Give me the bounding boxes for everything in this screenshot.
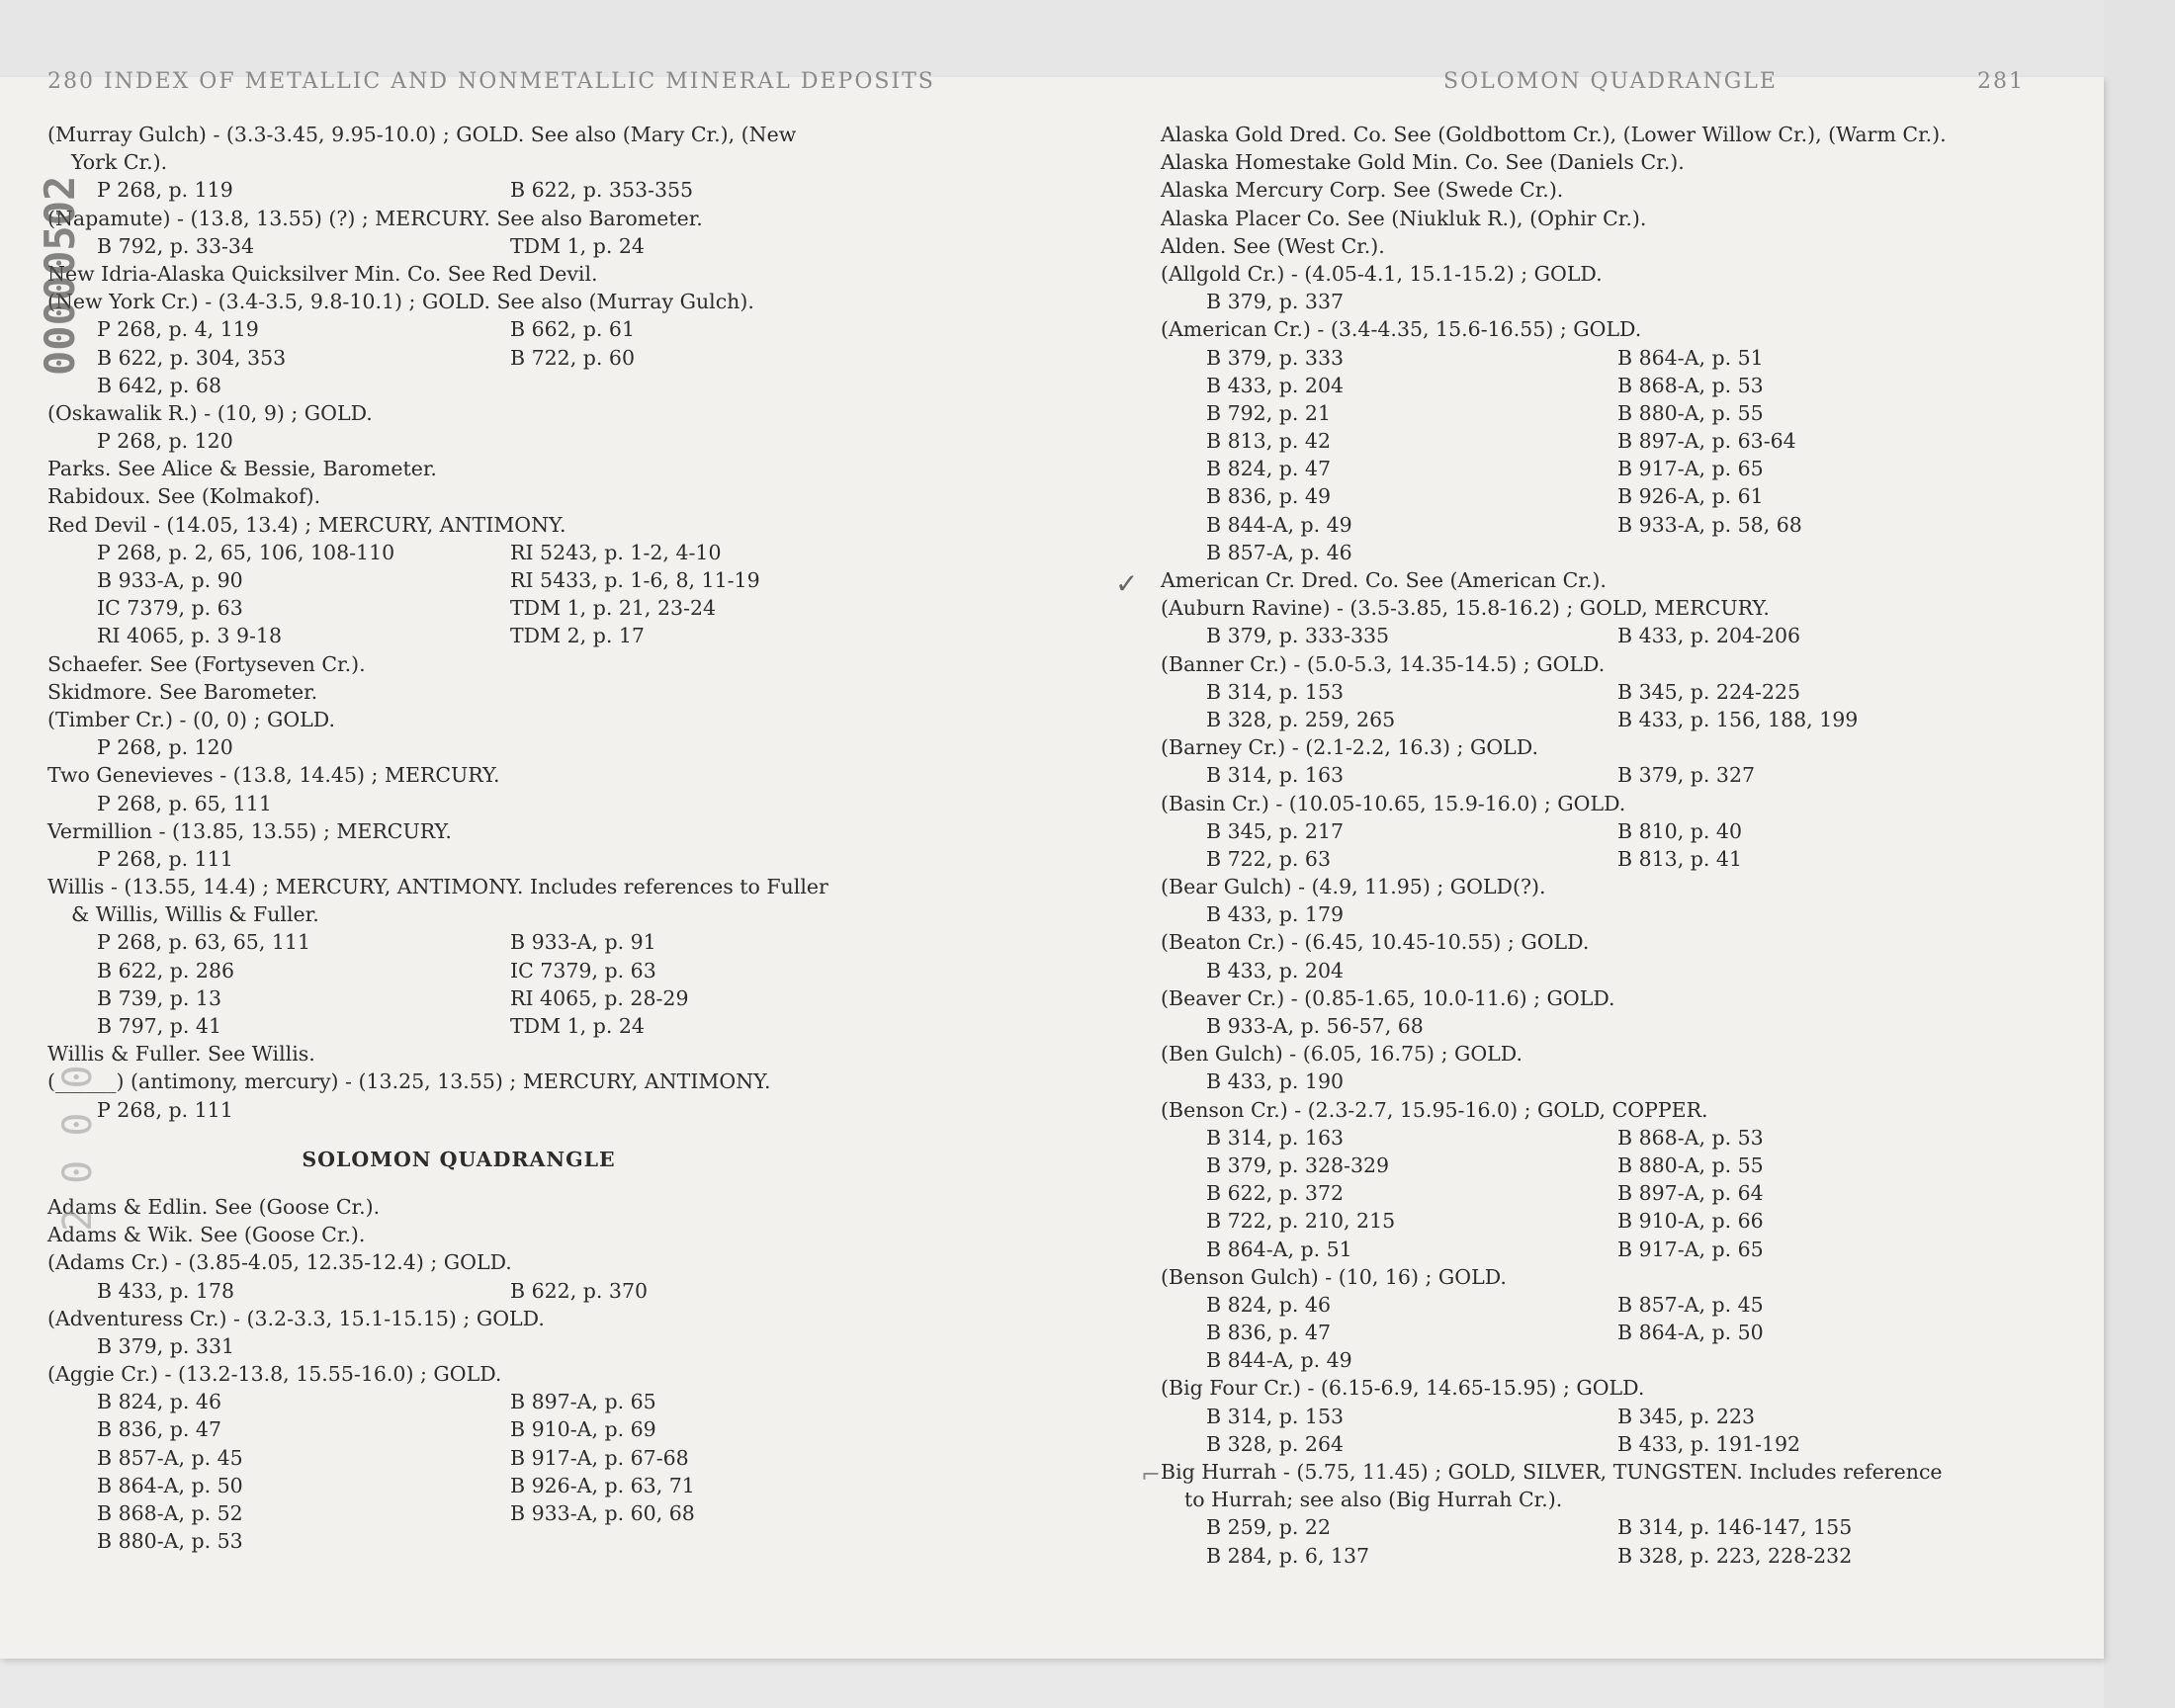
reference-right: B 662, p. 61 xyxy=(510,317,635,342)
reference-row xyxy=(47,984,987,1012)
index-entry: (Aggie Cr.) - (13.2-13.8, 15.55-16.0) ; GOLD. xyxy=(47,1362,502,1387)
reference-right: B 433, p. 156, 188, 199 xyxy=(1617,707,1859,731)
index-entry: (Basin Cr.) - (10.05-10.65, 15.9-16.0) ; GOLD. xyxy=(1161,791,1626,815)
reference-left: B 868-A, p. 52 xyxy=(97,1501,243,1525)
reference-row xyxy=(1161,344,2060,372)
index-entry: American Cr. Dred. Co. See (American Cr.). xyxy=(1161,568,1607,592)
reference-left: P 268, p. 111 xyxy=(97,846,233,871)
reference-row xyxy=(1161,372,2060,399)
reference-row xyxy=(47,315,987,343)
reference-left: B 622, p. 372 xyxy=(1206,1181,1345,1206)
reference-row xyxy=(47,1499,987,1527)
reference-row xyxy=(1161,482,2060,510)
reference-left: B 314, p. 163 xyxy=(1206,1125,1345,1150)
reference-right: B 433, p. 191-192 xyxy=(1617,1431,1801,1456)
index-entry: Alaska Placer Co. See (Niukluk R.), (Ophir Cr.). xyxy=(1161,206,1647,230)
reference-left: RI 4065, p. 3 9-18 xyxy=(97,624,283,648)
header-right: SOLOMON QUADRANGLE xyxy=(1443,69,1778,94)
index-entry: Big Hurrah - (5.75, 11.45) ; GOLD, SILVER, TUNGSTEN. Includes reference xyxy=(1161,1460,1943,1484)
reference-left: B 328, p. 259, 265 xyxy=(1206,707,1396,731)
reference-left: B 314, p. 163 xyxy=(1206,763,1345,788)
index-entry: Two Genevieves - (13.8, 14.45) ; MERCURY. xyxy=(47,763,500,788)
reference-left: B 844-A, p. 49 xyxy=(1206,1348,1352,1373)
index-entry: (Benson Cr.) - (2.3-2.7, 15.95-16.0) ; GOLD, COPPER. xyxy=(1161,1097,1708,1122)
reference-right: B 910-A, p. 66 xyxy=(1617,1209,1764,1234)
reference-left: B 328, p. 264 xyxy=(1206,1431,1345,1456)
reference-left: B 433, p. 190 xyxy=(1206,1069,1345,1094)
reference-left: B 379, p. 337 xyxy=(1206,290,1345,314)
index-entry: (Bear Gulch) - (4.9, 11.95) ; GOLD(?). xyxy=(1161,875,1546,899)
index-entry: Rabidoux. See (Kolmakof). xyxy=(47,484,321,509)
reference-left: B 379, p. 333 xyxy=(1206,345,1345,370)
index-entry: Alden. See (West Cr.). xyxy=(1161,233,1385,258)
reference-row xyxy=(47,1472,987,1499)
reference-left: P 268, p. 4, 119 xyxy=(97,317,259,342)
reference-left: P 268, p. 65, 111 xyxy=(97,791,272,815)
reference-left: B 722, p. 210, 215 xyxy=(1206,1209,1396,1234)
reference-row xyxy=(1161,1542,2060,1570)
reference-row xyxy=(1161,622,2060,649)
reference-right: B 379, p. 327 xyxy=(1617,763,1756,788)
reference-row xyxy=(47,845,987,873)
reference-row xyxy=(1161,1319,2060,1346)
reference-right: B 933-A, p. 91 xyxy=(510,930,656,955)
reference-left: B 933-A, p. 90 xyxy=(97,568,243,592)
reference-row xyxy=(47,1332,987,1360)
reference-row xyxy=(47,539,987,566)
reference-right: B 868-A, p. 53 xyxy=(1617,373,1764,397)
reference-right: RI 5433, p. 1-6, 8, 11-19 xyxy=(510,568,760,592)
entry-continuation: & Willis, Willis & Fuller. xyxy=(71,902,319,927)
index-entry: Adams & Wik. See (Goose Cr.). xyxy=(47,1223,366,1247)
reference-right: B 433, p. 204-206 xyxy=(1617,624,1801,648)
reference-right: B 622, p. 370 xyxy=(510,1278,649,1303)
reference-row xyxy=(1161,539,2060,566)
reference-row xyxy=(1161,1430,2060,1458)
reference-left: B 314, p. 153 xyxy=(1206,679,1345,704)
reference-right: B 328, p. 223, 228-232 xyxy=(1617,1543,1853,1568)
reference-left: B 433, p. 179 xyxy=(1206,902,1345,927)
reference-right: B 857-A, p. 45 xyxy=(1617,1292,1764,1317)
reference-row xyxy=(1161,678,2060,706)
reference-row xyxy=(1161,1012,2060,1040)
index-entry: Adams & Edlin. See (Goose Cr.). xyxy=(47,1194,381,1219)
reference-row xyxy=(47,928,987,956)
reference-left: B 813, p. 42 xyxy=(1206,429,1331,454)
reference-left: P 268, p. 120 xyxy=(97,735,233,760)
reference-row xyxy=(1161,817,2060,845)
pencil-mark-icon: ⌐ xyxy=(1141,1461,1162,1489)
left-column xyxy=(47,121,987,1555)
reference-left: B 824, p. 47 xyxy=(1206,457,1331,481)
reference-row xyxy=(47,733,987,761)
reference-right: B 880-A, p. 55 xyxy=(1617,1153,1764,1177)
reference-right: TDM 1, p. 24 xyxy=(510,1014,645,1038)
reference-row xyxy=(1161,511,2060,539)
reference-right: B 917-A, p. 65 xyxy=(1617,457,1764,481)
reference-row xyxy=(47,176,987,204)
reference-row xyxy=(1161,1152,2060,1179)
reference-left: B 345, p. 217 xyxy=(1206,818,1345,843)
reference-right: B 868-A, p. 53 xyxy=(1617,1125,1764,1150)
reference-left: B 880-A, p. 53 xyxy=(97,1529,243,1554)
reference-left: P 268, p. 63, 65, 111 xyxy=(97,930,310,955)
reference-right: TDM 2, p. 17 xyxy=(510,624,645,648)
reference-row xyxy=(1161,288,2060,315)
index-entry: (Big Four Cr.) - (6.15-6.9, 14.65-15.95) ; GOLD. xyxy=(1161,1376,1645,1401)
reference-row xyxy=(1161,706,2060,733)
reference-right: B 897-A, p. 64 xyxy=(1617,1181,1764,1206)
reference-right: B 722, p. 60 xyxy=(510,345,635,370)
reference-row xyxy=(47,1096,987,1124)
reference-left: B 792, p. 33-34 xyxy=(97,233,254,258)
reference-right: B 864-A, p. 50 xyxy=(1617,1321,1764,1345)
reference-left: B 792, p. 21 xyxy=(1206,400,1331,425)
index-entry: Willis & Fuller. See Willis. xyxy=(47,1042,315,1067)
reference-row xyxy=(1161,427,2060,455)
reference-row xyxy=(1161,761,2060,789)
reference-row xyxy=(47,957,987,984)
reference-left: B 379, p. 333-335 xyxy=(1206,624,1390,648)
reference-row xyxy=(47,622,987,649)
reference-right: B 897-A, p. 63-64 xyxy=(1617,429,1796,454)
reference-right: B 933-A, p. 58, 68 xyxy=(1617,512,1802,537)
reference-left: B 857-A, p. 46 xyxy=(1206,540,1352,564)
section-heading: SOLOMON QUADRANGLE xyxy=(302,1147,616,1171)
reference-row xyxy=(1161,1236,2060,1263)
reference-right: RI 5243, p. 1-2, 4-10 xyxy=(510,540,722,564)
reference-left: P 268, p. 120 xyxy=(97,429,233,454)
margin-stamp: 2 0 0 0 xyxy=(55,1065,101,1232)
reference-row xyxy=(47,372,987,399)
index-entry: (Ben Gulch) - (6.05, 16.75) ; GOLD. xyxy=(1161,1042,1523,1067)
index-entry: (Beaton Cr.) - (6.45, 10.45-10.55) ; GOLD. xyxy=(1161,930,1590,955)
catalog-stamp: 00000502 xyxy=(36,175,84,376)
reference-row xyxy=(47,1444,987,1472)
reference-left: B 836, p. 49 xyxy=(1206,484,1331,509)
index-entry: Alaska Mercury Corp. See (Swede Cr.). xyxy=(1161,178,1564,203)
index-entry: (Banner Cr.) - (5.0-5.3, 14.35-14.5) ; GOLD. xyxy=(1161,651,1606,676)
index-entry: (Beaver Cr.) - (0.85-1.65, 10.0-11.6) ; GOLD. xyxy=(1161,985,1615,1010)
reference-left: B 824, p. 46 xyxy=(1206,1292,1331,1317)
scan-right-edge xyxy=(2104,0,2175,1708)
index-entry: (Oskawalik R.) - (10, 9) ; GOLD. xyxy=(47,400,373,425)
reference-left: B 622, p. 304, 353 xyxy=(97,345,287,370)
reference-left: B 379, p. 331 xyxy=(97,1333,235,1358)
reference-right: B 910-A, p. 69 xyxy=(510,1417,656,1442)
reference-left: B 433, p. 178 xyxy=(97,1278,235,1303)
index-entry: (Timber Cr.) - (0, 0) ; GOLD. xyxy=(47,707,336,731)
reference-right: B 926-A, p. 61 xyxy=(1617,484,1764,509)
reference-row xyxy=(1161,1403,2060,1430)
header-right-page-number: 281 xyxy=(1977,69,2025,94)
reference-right: IC 7379, p. 63 xyxy=(510,958,656,982)
reference-right: B 864-A, p. 51 xyxy=(1617,345,1764,370)
reference-left: B 836, p. 47 xyxy=(1206,1321,1331,1345)
reference-right: B 917-A, p. 67-68 xyxy=(510,1445,689,1470)
reference-row xyxy=(47,1415,987,1443)
reference-left: B 864-A, p. 51 xyxy=(1206,1237,1352,1261)
reference-right: TDM 1, p. 21, 23-24 xyxy=(510,596,717,621)
reference-right: B 345, p. 223 xyxy=(1617,1404,1756,1428)
reference-row xyxy=(1161,1179,2060,1207)
entry-continuation: York Cr.). xyxy=(71,150,168,175)
index-entry: Alaska Gold Dred. Co. See (Goldbottom Cr.), (Lower Willow Cr.), (Warm Cr.). xyxy=(1161,123,1947,146)
reference-row xyxy=(1161,1291,2060,1319)
index-entry: Alaska Homestake Gold Min. Co. See (Daniels Cr.). xyxy=(1161,150,1685,175)
reference-right: TDM 1, p. 24 xyxy=(510,233,645,258)
check-mark-icon: ✓ xyxy=(1115,567,1139,600)
reference-row xyxy=(1161,1207,2060,1235)
index-entry: (New York Cr.) - (3.4-3.5, 9.8-10.1) ; GOLD. See also (Murray Gulch). xyxy=(47,290,754,314)
reference-row xyxy=(1161,1513,2060,1541)
right-column xyxy=(1161,121,2060,1570)
reference-row xyxy=(1161,399,2060,427)
reference-left: B 379, p. 328-329 xyxy=(1206,1153,1390,1177)
reference-left: B 433, p. 204 xyxy=(1206,373,1345,397)
reference-left: B 836, p. 47 xyxy=(97,1417,221,1442)
header-left: 280 INDEX OF METALLIC AND NONMETALLIC MINERAL DEPOSITS xyxy=(47,69,935,94)
reference-left: B 933-A, p. 56-57, 68 xyxy=(1206,1014,1424,1038)
reference-row xyxy=(1161,900,2060,928)
index-entry: Vermillion - (13.85, 13.55) ; MERCURY. xyxy=(47,818,452,843)
reference-left: B 797, p. 41 xyxy=(97,1014,221,1038)
reference-left: B 433, p. 204 xyxy=(1206,958,1345,982)
reference-left: B 622, p. 286 xyxy=(97,958,235,982)
reference-row xyxy=(47,344,987,372)
reference-left: B 259, p. 22 xyxy=(1206,1515,1331,1540)
reference-row xyxy=(47,1388,987,1415)
reference-row xyxy=(47,1277,987,1305)
reference-row xyxy=(1161,1124,2060,1152)
reference-left: B 314, p. 153 xyxy=(1206,1404,1345,1428)
reference-right: B 813, p. 41 xyxy=(1617,846,1742,871)
reference-left: B 824, p. 46 xyxy=(97,1390,221,1414)
reference-left: P 268, p. 2, 65, 106, 108-110 xyxy=(97,540,395,564)
reference-row xyxy=(47,1527,987,1555)
reference-row xyxy=(1161,1068,2060,1095)
index-entry: (Adventuress Cr.) - (3.2-3.3, 15.1-15.15) ; GOLD. xyxy=(47,1306,545,1330)
index-entry: (Murray Gulch) - (3.3-3.45, 9.95-10.0) ; GOLD. See also (Mary Cr.), (New xyxy=(47,123,797,146)
index-entry: Willis - (13.55, 14.4) ; MERCURY, ANTIMONY. Includes references to Fuller xyxy=(47,875,828,899)
reference-left: P 268, p. 111 xyxy=(97,1097,233,1122)
entry-continuation: to Hurrah; see also (Big Hurrah Cr.). xyxy=(1184,1488,1563,1512)
reference-row xyxy=(1161,455,2060,482)
index-entry: New Idria-Alaska Quicksilver Min. Co. See Red Devil. xyxy=(47,261,598,286)
index-entry: (Allgold Cr.) - (4.05-4.1, 15.1-15.2) ; GOLD. xyxy=(1161,261,1603,286)
reference-left: IC 7379, p. 63 xyxy=(97,596,243,621)
reference-left: B 284, p. 6, 137 xyxy=(1206,1543,1370,1568)
index-entry: Parks. See Alice & Bessie, Barometer. xyxy=(47,457,437,481)
reference-row xyxy=(47,566,987,594)
reference-row xyxy=(47,232,987,260)
index-entry: (______) (antimony, mercury) - (13.25, 13.55) ; MERCURY, ANTIMONY. xyxy=(47,1069,771,1094)
reference-right: B 810, p. 40 xyxy=(1617,818,1742,843)
index-entry: (Barney Cr.) - (2.1-2.2, 16.3) ; GOLD. xyxy=(1161,735,1538,760)
reference-row xyxy=(47,427,987,455)
index-entry: (Benson Gulch) - (10, 16) ; GOLD. xyxy=(1161,1264,1507,1289)
reference-left: B 857-A, p. 45 xyxy=(97,1445,243,1470)
reference-left: B 739, p. 13 xyxy=(97,985,221,1010)
reference-row xyxy=(1161,1346,2060,1374)
index-entry: (American Cr.) - (3.4-4.35, 15.6-16.55) ; GOLD. xyxy=(1161,317,1642,342)
index-entry: (Adams Cr.) - (3.85-4.05, 12.35-12.4) ; GOLD. xyxy=(47,1250,512,1275)
reference-row xyxy=(47,790,987,817)
scan-top-strip xyxy=(0,0,2175,77)
reference-left: P 268, p. 119 xyxy=(97,178,233,203)
reference-row xyxy=(47,1012,987,1040)
reference-right: B 917-A, p. 65 xyxy=(1617,1237,1764,1261)
reference-right: B 314, p. 146-147, 155 xyxy=(1617,1515,1853,1540)
reference-left: B 864-A, p. 50 xyxy=(97,1473,243,1497)
reference-row xyxy=(1161,957,2060,984)
reference-left: B 642, p. 68 xyxy=(97,373,221,397)
reference-right: B 897-A, p. 65 xyxy=(510,1390,656,1414)
reference-right: RI 4065, p. 28-29 xyxy=(510,985,689,1010)
index-entry: Schaefer. See (Fortyseven Cr.). xyxy=(47,651,366,676)
reference-right: B 880-A, p. 55 xyxy=(1617,400,1764,425)
index-entry: (Auburn Ravine) - (3.5-3.85, 15.8-16.2) ; GOLD, MERCURY. xyxy=(1161,596,1770,621)
reference-left: B 844-A, p. 49 xyxy=(1206,512,1352,537)
index-entry: (Napamute) - (13.8, 13.55) (?) ; MERCURY. See also Barometer. xyxy=(47,206,703,230)
index-entry: Skidmore. See Barometer. xyxy=(47,679,318,704)
reference-right: B 926-A, p. 63, 71 xyxy=(510,1473,695,1497)
reference-right: B 933-A, p. 60, 68 xyxy=(510,1501,695,1525)
reference-right: B 622, p. 353-355 xyxy=(510,178,694,203)
reference-row xyxy=(1161,845,2060,873)
reference-left: B 722, p. 63 xyxy=(1206,846,1331,871)
index-entry: Red Devil - (14.05, 13.4) ; MERCURY, ANTIMONY. xyxy=(47,512,566,537)
reference-row xyxy=(47,594,987,622)
reference-right: B 345, p. 224-225 xyxy=(1617,679,1801,704)
